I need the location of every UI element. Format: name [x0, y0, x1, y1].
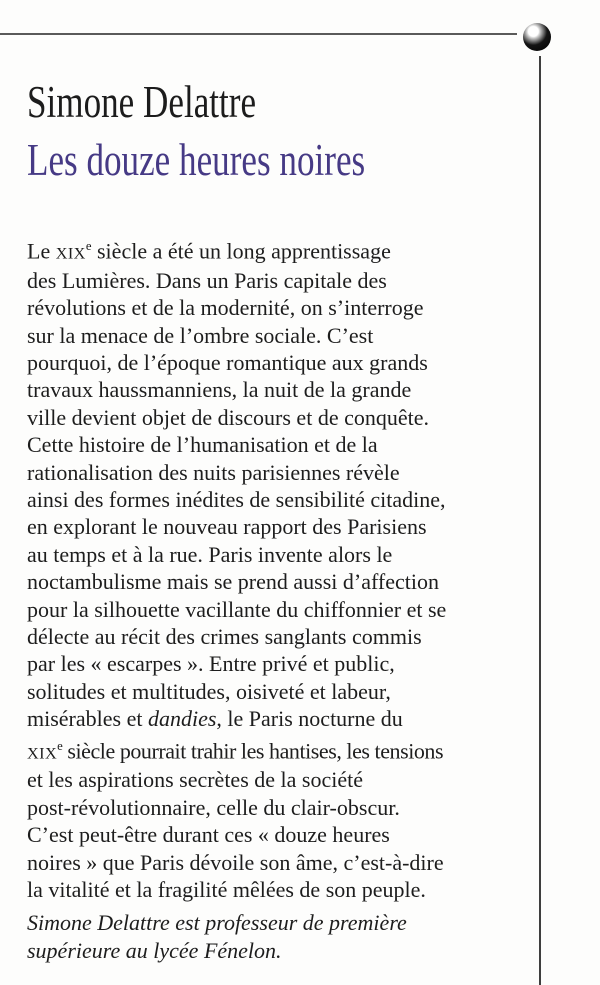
text-segment: e — [85, 239, 92, 253]
text-segment: et les aspirations secrètes de la société — [27, 767, 363, 793]
text-segment: la vitalité et la fragilité mêlées de son peuple. — [27, 877, 426, 902]
page-content — [27, 0, 539, 964]
text-segment: rationalisation des nuits parisiennes révèle — [27, 459, 400, 485]
roman-numeral-smallcaps: XIX — [55, 243, 86, 263]
body-line — [27, 876, 539, 903]
text-segment: des Lumières. Dans un Paris capitale des — [27, 267, 387, 293]
body-line — [27, 678, 539, 705]
text-segment: révolutions et de la modernité, on s’interroge — [27, 295, 424, 321]
text-segment: noctambulisme mais se prend aussi d’affection — [27, 569, 439, 595]
text-segment: dandies — [147, 706, 217, 732]
bio-line: supérieure au lycée Fénelon. — [27, 937, 282, 963]
body-line — [27, 568, 539, 595]
body-line — [27, 233, 539, 267]
text-segment: Cette histoire de l’humanisation et de la — [27, 432, 378, 458]
body-line — [27, 376, 539, 403]
body-line — [27, 705, 539, 732]
text-segment: noires » que Paris dévoile son âme, c’est-à-dire — [27, 849, 444, 875]
text-segment: pour la silhouette vacillante du chiffonnier et se — [27, 596, 447, 622]
text-segment: pourquoi, de l’époque romantique aux grands — [27, 349, 428, 375]
body-line — [27, 431, 539, 458]
text-segment: C’est peut-être durant ces « douze heures — [27, 822, 390, 848]
text-segment: solitudes et multitudes, oisiveté et labeur, — [27, 678, 391, 704]
text-segment: post-révolutionnaire, celle du clair-obscur. — [27, 794, 400, 820]
text-segment: misérables et — [27, 706, 148, 732]
text-segment: par les « escarpes ». Entre privé et public, — [27, 651, 395, 677]
body-line — [27, 766, 539, 793]
text-segment: en explorant le nouveau rapport des Parisiens — [27, 514, 427, 540]
roman-numeral-smallcaps: XIX — [27, 742, 58, 762]
author-bio — [27, 909, 539, 964]
body-line — [27, 404, 539, 431]
text-segment: siècle pourrait trahir les hantises, les tensions — [62, 737, 444, 763]
body-line — [27, 486, 539, 513]
body-line — [27, 267, 539, 294]
text-segment: siècle a été un long apprentissage — [91, 238, 391, 264]
body-line — [27, 322, 539, 349]
body-line — [27, 513, 539, 540]
body-line — [27, 541, 539, 568]
author-name: Simone Delattre — [27, 77, 257, 127]
body-line — [27, 596, 539, 623]
text-segment: sur la menace de l’ombre sociale. C’est — [27, 322, 374, 348]
text-segment: délecte au récit des crimes sanglants commis — [27, 624, 422, 650]
text-segment: travaux haussmanniens, la nuit de la grande — [27, 377, 412, 403]
text-segment: ville devient objet de discours et de conquête. — [27, 404, 429, 430]
text-segment: Le — [27, 238, 56, 264]
body-line — [27, 733, 539, 767]
body-line — [27, 623, 539, 650]
body-line — [27, 349, 539, 376]
right-rule — [539, 56, 541, 985]
body-line — [27, 459, 539, 486]
body-line — [27, 650, 539, 677]
text-segment: au temps et à la rue. Paris invente alors le — [27, 541, 393, 567]
bio-line: Simone Delattre est professeur de première — [27, 910, 407, 936]
text-segment: e — [57, 738, 63, 753]
body-text — [27, 233, 539, 903]
book-title: Les douze heures noires — [27, 135, 366, 185]
body-line — [27, 794, 539, 821]
text-segment: , le Paris nocturne du — [216, 706, 403, 732]
body-line — [27, 849, 539, 876]
body-line — [27, 821, 539, 848]
body-line — [27, 294, 539, 321]
text-segment: ainsi des formes inédites de sensibilité citadine, — [27, 486, 446, 512]
